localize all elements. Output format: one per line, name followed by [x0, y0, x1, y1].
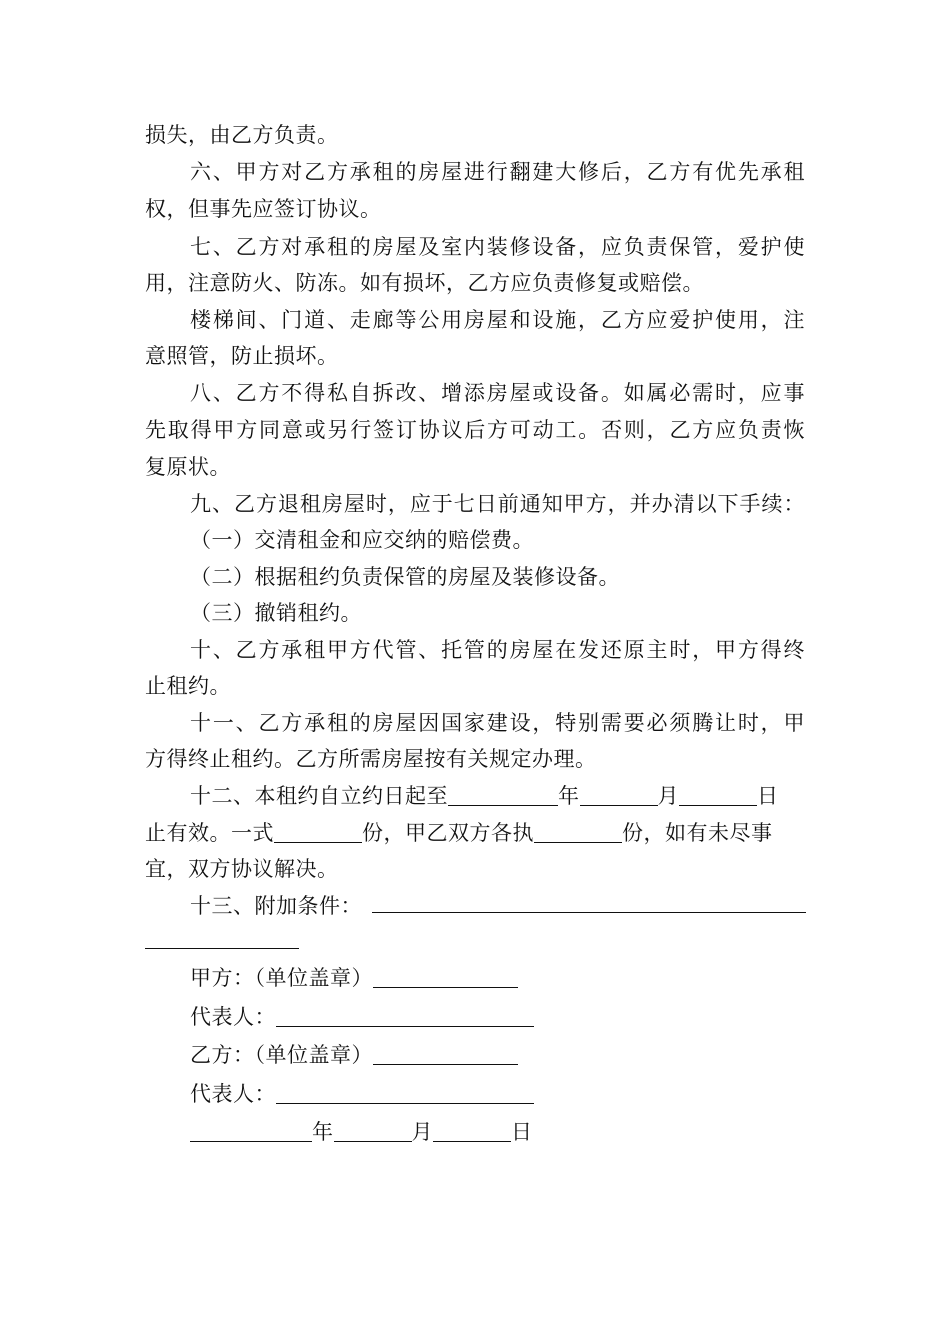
clause-12-line-2	[145, 819, 773, 847]
total-copies-blank[interactable]	[274, 822, 362, 843]
sign-month-blank[interactable]	[334, 1121, 412, 1142]
copies-text: 份，甲乙双方各执	[362, 821, 534, 845]
clause-8-line-3: 复原状。	[145, 455, 231, 479]
clause-6-line-2: 权，但事先应签订协议。	[145, 197, 382, 221]
clause-9-item-1: （一）交清租金和应交纳的赔偿费。	[190, 528, 534, 552]
rep-b-line	[190, 1080, 534, 1108]
clause-9-item-2: （二）根据租约负责保管的房屋及装修设备。	[190, 565, 620, 589]
clause-11-line-2: 方得终止租约。乙方所需房屋按有关规定办理。	[145, 747, 597, 771]
clause-12-line-3: 宜，双方协议解决。	[145, 857, 339, 881]
end-month-blank[interactable]	[580, 785, 658, 806]
sign-year-label: 年	[312, 1120, 334, 1144]
sign-day-label: 日	[511, 1120, 533, 1144]
end-year-blank[interactable]	[448, 785, 558, 806]
clause-11-line-1: 十一、乙方承租的房屋因国家建设，特别需要必须腾让时，甲	[190, 711, 805, 735]
party-b-seal-blank[interactable]	[373, 1044, 518, 1065]
clause-7-line-2: 用，注意防火、防冻。如有损坏，乙方应负责修复或赔偿。	[145, 271, 704, 295]
end-day-blank[interactable]	[679, 785, 757, 806]
rep-a-label: 代表人：	[190, 1005, 276, 1029]
clause-8-line-1: 八、乙方不得私自拆改、增添房屋或设备。如属必需时，应事	[190, 381, 805, 405]
body-line-1: 损失，由乙方负责。	[145, 123, 339, 147]
clause-12-text-2: 止有效。一式	[145, 821, 274, 845]
clause-6-line-1: 六、甲方对乙方承租的房屋进行翻建大修后，乙方有优先承租	[190, 160, 805, 184]
rep-b-label: 代表人：	[190, 1082, 276, 1106]
party-a-seal-blank[interactable]	[373, 967, 518, 988]
additional-terms-blank[interactable]	[372, 912, 806, 913]
rep-b-signature-blank[interactable]	[276, 1083, 534, 1104]
party-b-label: 乙方：（单位盖章）	[190, 1043, 373, 1067]
sign-year-blank[interactable]	[190, 1121, 312, 1142]
clause-7b-line-2: 意照管，防止损坏。	[145, 344, 339, 368]
clause-7b-line-1: 楼梯间、门道、走廊等公用房屋和设施，乙方应爱护使用，注	[190, 308, 805, 332]
party-a-label: 甲方：（单位盖章）	[190, 966, 373, 990]
clause-7-line-1: 七、乙方对承租的房屋及室内装修设备，应负责保管，爱护使	[190, 235, 805, 259]
clause-12-line-1	[190, 782, 779, 810]
sign-month-label: 月	[411, 1120, 433, 1144]
clause-12-text: 十二、本租约自立约日起至	[190, 784, 448, 808]
additional-terms-blank-continued[interactable]	[145, 948, 299, 949]
year-label: 年	[558, 784, 580, 808]
rep-a-line	[190, 1003, 534, 1031]
clause-8-line-2: 先取得甲方同意或另行签订协议后方可动工。否则，乙方应负责恢	[145, 418, 805, 442]
party-b-line	[190, 1041, 518, 1069]
copies-end-text: 份，如有未尽事	[622, 821, 773, 845]
clause-10-line-1: 十、乙方承租甲方代管、托管的房屋在发还原主时，甲方得终	[190, 638, 805, 662]
clause-9-line-1: 九、乙方退租房屋时，应于七日前通知甲方，并办清以下手续：	[190, 492, 805, 516]
clause-13-label: 十三、附加条件：	[190, 894, 362, 918]
month-label: 月	[657, 784, 679, 808]
party-a-line	[190, 964, 518, 992]
sign-date-line	[190, 1118, 533, 1146]
each-copies-blank[interactable]	[534, 822, 622, 843]
sign-day-blank[interactable]	[433, 1121, 511, 1142]
clause-10-line-2: 止租约。	[145, 674, 231, 698]
day-label: 日	[757, 784, 779, 808]
clause-9-item-3: （三）撤销租约。	[190, 601, 362, 625]
rep-a-signature-blank[interactable]	[276, 1006, 534, 1027]
